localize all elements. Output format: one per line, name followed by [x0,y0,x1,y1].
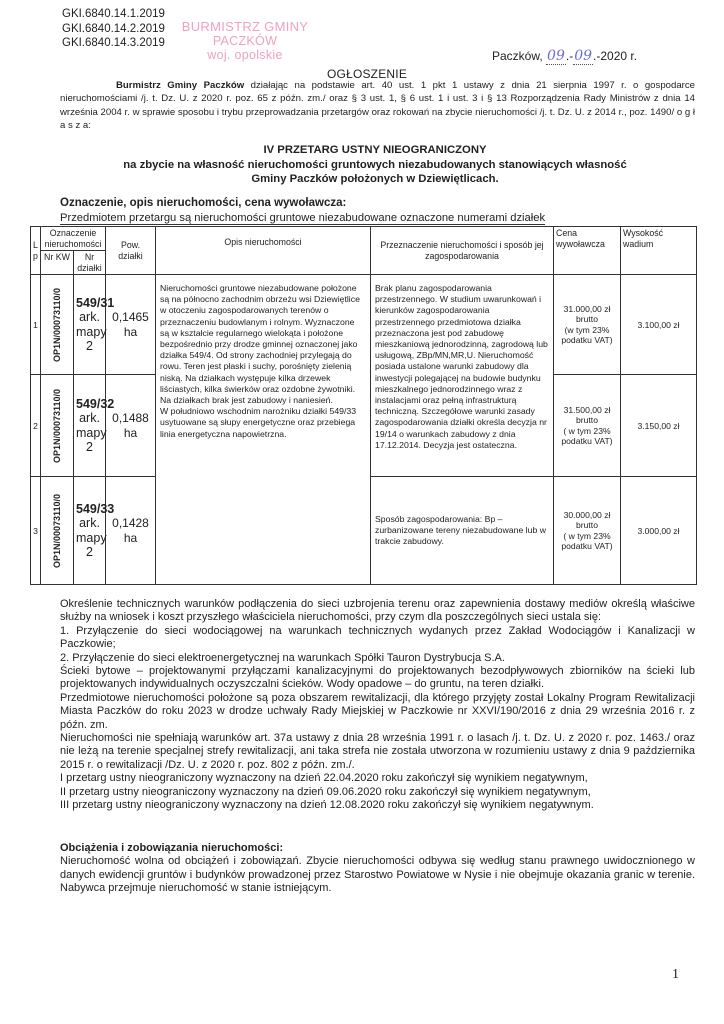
row-pow [106,375,156,477]
price-value: 30.000,00 zł [563,509,611,520]
row-lp: 1 [31,275,41,375]
row-kw [41,275,74,375]
date-year: .-2020 r. [593,49,638,63]
parcel-mapy: mapy [76,425,107,440]
date-separator: .- [565,49,574,63]
paragraph: III przetarg ustny nieograniczony wyznaczony na dzień 12.08.2020 roku zakończył się wynikiem negatywnym. [60,799,594,812]
place-name: Paczków, [492,49,543,63]
case-reference: GKI.6840.14.1.2019 [62,8,165,20]
price-gross: brutto [576,415,598,425]
parcel-area: 0,1488 [112,411,149,425]
header-oznaczenie: Oznaczenie nieruchomości [41,227,106,251]
price-vat: ( w tym 23% [563,425,611,436]
header-pow: Pow. działki [106,227,156,275]
price-vat-2: podatku VAT) [561,335,613,345]
table-header-row [31,227,697,251]
price-vat-2: podatku VAT) [561,436,613,446]
header-opis: Opis nieruchomości [156,227,371,275]
title-line-3: Gminy Paczków położonych w Dziewiętlicach. [251,173,499,185]
description-text: Nieruchomości gruntowe niezabudowane położone są na północno zachodnim obrzeżu wsi Dziewiętlice w otoczeniu zagospodarowanych terenów o przeznaczeniu budowlanym i rolnym. Wyznaczone są w kształcie regularnego wielokąta i położone bezpośrednio przy drodze gminnej oznaczonej jako działka 549/4. Od strony zachodniej przylegają do rowu. Teren jest płaski i suchy, porośnięty zielenią niską. Na działkach występuje kilka drzewek liściastych, kilka świerków oraz ozdobne żywotniki. [160,283,360,394]
row-pow [106,477,156,585]
kw-number: OP1N/00073110/0 [52,287,62,362]
row-kw [41,375,74,477]
intro-text: działając na podstawie art. 40 ust. 1 pkt 1 ustawy z dnia 21 sierpnia 1997 r. o gospodarce nieruchomościami /j. t. Dz. U. z 2020 r. poz. 65 z późn. zm./ oraz § 3 ust. 1, § 6 ust. 1 i ust. 3 i § 13 Rozporządzenia Rady Ministrów z dnia 14 września 2004 r. w sprawie sposobu i trybu przeprowadzania przetargów oraz rokowań na zbycie nieruchomości /j. t. Dz. U. z 2014 r., poz. 1490/ o g ł a s z a: [60,80,695,131]
parcel-ark: ark. [79,411,100,425]
row-wadium: 3.100,00 zł [621,275,697,375]
price-gross: brutto [576,520,598,530]
price-vat-2: podatku VAT) [561,541,613,551]
place-date [492,48,637,64]
row-dzialka [74,477,115,585]
parcel-map-number: 2 [86,440,93,454]
stamp-line: woj. opolskie [207,48,283,62]
row-opis [156,275,371,585]
row-przeznaczenie: Sposób zagospodarowania: Bp – zurbanizowane tereny niezabudowane lub w trakcie zabudowy. [371,477,554,585]
paragraph: 2. Przyłączenie do sieci elektroenergetycznej na warunkach Spółki Tauron Dystrybucja S.A. [60,651,505,664]
header-wadium: Wysokość wadium [621,227,697,275]
stamp-line: PACZKÓW [212,34,278,48]
parcel-area-unit: ha [123,324,138,339]
parcel-map-number: 2 [86,339,93,353]
paragraph: II przetarg ustny nieograniczony wyznaczony na dzień 09.06.2020 roku zakończył się wynikiem negatywnym, [60,785,591,798]
row-przeznaczenie: Brak planu zagospodarowania przestrzennego. W studium uwarunkowań i kierunków zagospodarowania przestrzennego przedmiotowa działka przeznaczona jest pod zabudowę mieszkaniową jednorodzinną, zagrodową lub usługową, ZBp/MN,MR,U. Nieruchomość posiada ustalone warunki zabudowy dla inwestycji polegającej na budowie budynku mieszkalnego jednorodzinnego wraz z instalacjami oraz pełną infrastrukturą techniczną. Szczegółowe warunki zasady zagospodarowania działki określa decyzja nr 19/14 o warunkach zabudowy z dnia 17.12.2014. Decyzja jest ostateczna. [371,275,554,477]
parcel-map-number: 2 [86,545,93,559]
row-wadium: 3.000,00 zł [621,477,697,585]
page-number: 1 [672,967,679,982]
encumbrances-heading: Obciążenia i zobowiązania nieruchomości: [60,842,284,854]
parcel-number: 549/33 [76,501,115,516]
case-references [62,7,165,51]
header-lp: L p [31,227,41,275]
parcel-area-unit: ha [123,425,138,440]
price-vat: ( w tym 23% [563,530,611,541]
parcel-number: 549/32 [76,396,115,411]
title-line-2: na zbycie na własność nieruchomości gruntowych niezabudowanych stanowiących własność [123,158,627,171]
table-row [31,275,697,375]
price-gross: brutto [576,314,598,324]
parcel-number: 549/31 [76,295,115,310]
intro-paragraph [60,79,695,132]
description-row3: W południowo wschodnim narożniku działki 549/33 usytuowane są słupy energetyczne oraz przebiega linia energetyczna napowietrzna. [160,406,357,439]
paragraph: Ścieki bytowe – projektowanymi przyłączami kanalizacyjnymi do projektowanych bezodpływowych zbiorników na ścieki lub projektowanych indywidualnych oczyszczalni ścieków. Wody opadowe – do gruntu, na teren działki. [60,665,695,691]
parcel-area-unit: ha [123,530,138,545]
row-cena [554,275,621,375]
case-reference: GKI.6840.14.3.2019 [62,37,165,49]
row-dzialka [74,375,115,477]
encumbrances-text: Nieruchomość wolna od obciążeń i zobowiązań. Zbycie nieruchomości odbywa się według stanu prawnego uwidocznionego w danych ewidencji gruntów i budynków prowadzonej przez Starostwo Powiatowe w Nysie i nie obejmuje okazania granic w terenie. Nabywca przejmuje nieruchomość w stanie istniejącym. [60,855,695,895]
parcel-area: 0,1428 [112,516,149,530]
parcel-mapy: mapy [76,530,107,545]
description-text-2: Na działkach brak jest zabudowy i naniesień. [160,395,333,406]
official-stamp [170,20,320,62]
header-nr-kw: Nr KW [41,251,74,275]
issuer-name: Burmistrz Gminy Paczków [116,80,245,91]
parcel-mapy: mapy [76,324,107,339]
encumbrances-section [60,842,695,896]
row-kw [41,477,74,585]
row-lp: 2 [31,375,41,477]
row-wadium: 3.150,00 zł [621,375,697,477]
paragraph: Przedmiotowe nieruchomości położone są poza obszarem rewitalizacji, dla którego przyjęty został Lokalny Program Rewitalizacji Miasta Paczków do roku 2023 w drodze uchwały Rady Miejskiej w Paczkowie nr XXVI/190/2016 z dnia 29 września 2016 r. z późn. zm. [60,691,695,731]
paragraph: Nieruchomości nie spełniają warunków art. 37a ustawy z dnia 28 września 1991 r. o lasach /j. t. Dz. U. z 2020 r. poz. 1463./ oraz nie leżą na terenie specjalnej strefy rewitalizacji, ani taka strefa nie została utworzona w rozumieniu ustawy z dnia 9 października 2015 r. o rewitalizacji /Dz. U. z 2020 r. poz. 802 z późn. zm./. [60,732,695,771]
paragraph: 1. Przyłączenie do sieci wodociągowej na warunkach technicznych wydanych przez Zakład Wodociągów i Kanalizacji w Paczkowie; [60,624,695,651]
row-dzialka [74,275,115,375]
header-cena: Cena wywoławcza [554,227,621,275]
row-pow [106,275,156,375]
price-vat: (w tym 23% [564,324,610,335]
parcel-area: 0,1465 [112,310,149,324]
paragraph: I przetarg ustny nieograniczony wyznaczony na dzień 22.04.2020 roku zakończył się wynikiem negatywnym, [60,772,588,785]
price-value: 31.000,00 zł [563,303,611,314]
section-subheading: Przedmiotem przetargu są nieruchomości gruntowe niezabudowane oznaczone numerami działek [60,212,546,224]
parcel-ark: ark. [79,516,100,530]
kw-number: OP1N/00073110/0 [52,493,62,568]
announcement-label: OGŁOSZENIE [327,67,408,81]
row-cena [554,477,621,585]
conditions-section [60,598,695,813]
document-title [55,143,695,187]
handwritten-month: 09 [574,48,593,64]
row-lp: 3 [31,477,41,585]
row-cena [554,375,621,477]
header-przeznaczenie: Przeznaczenie nieruchomości i sposób jej zagospodarowania [371,227,554,275]
section-heading: Oznaczenie, opis nieruchomości, cena wywoławcza: [60,197,347,209]
handwritten-day: 09 [547,48,565,64]
price-value: 31.500,00 zł [563,404,611,415]
parcels-table [30,226,697,585]
title-line-1: IV PRZETARG USTNY NIEOGRANICZONY [263,144,487,156]
header-nr-dzialki: Nr działki [74,251,106,275]
parcel-ark: ark. [79,310,100,324]
stamp-line: BURMISTRZ GMINY [181,19,309,34]
paragraph: Określenie technicznych warunków podłączenia do sieci uzbrojenia terenu oraz zapewnienia dostawy mediów określą właściwe służby na wniosek i koszt przyszłego właściciela nieruchomości, przy czym dla poszczególnych sieci ustala się: [60,598,695,624]
kw-number: OP1N/00073110/0 [52,388,62,463]
case-reference: GKI.6840.14.2.2019 [62,22,165,35]
